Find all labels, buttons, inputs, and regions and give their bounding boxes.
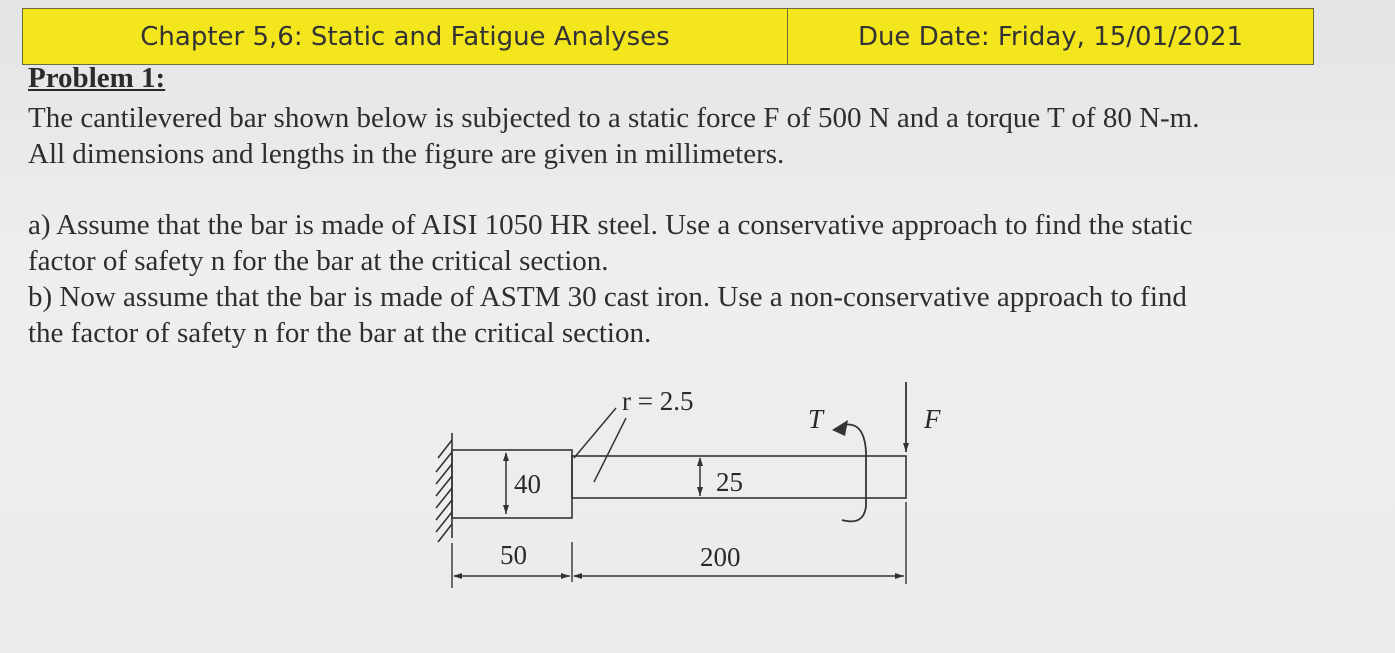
force-label: F [924,404,941,434]
problem-intro [28,100,1318,172]
torque-arrow [840,424,866,521]
problem-heading: Problem 1: [28,62,166,94]
assignment-header [22,8,1314,65]
small-diameter-label: 25 [716,467,743,497]
part-b [28,279,1318,351]
cantilever-bar-figure [428,378,948,603]
part-b-line-2: the factor of safety n for the bar at the critical section. [28,317,652,349]
cantilever-diagram [428,378,948,598]
length-large-label: 50 [500,540,527,570]
intro-line-2: All dimensions and lengths in the figure are given in millimeters. [28,138,785,170]
part-a-line-1: a) Assume that the bar is made of AISI 1050 HR steel. Use a conservative approach to find the static [28,209,1193,241]
bar-large-section [452,450,572,518]
part-a-line-2: factor of safety n for the bar at the critical section. [28,245,609,277]
part-b-line-1: b) Now assume that the bar is made of ASTM 30 cast iron. Use a non-conservative approach to find [28,281,1187,313]
chapter-title: Chapter 5,6: Static and Fatigue Analyses [23,9,788,64]
torque-label: T [808,404,824,434]
intro-line-1: The cantilevered bar shown below is subjected to a static force F of 500 N and a torque T of 80 N-m. [28,102,1200,134]
fixed-wall [436,433,452,542]
part-a [28,207,1318,279]
due-date: Due Date: Friday, 15/01/2021 [857,21,1244,52]
fillet-label: r = 2.5 [622,386,694,416]
length-small-label: 200 [700,542,741,572]
torque-arrowhead [832,420,848,436]
fillet-leader [574,408,626,482]
large-diameter-label: 40 [514,469,541,499]
